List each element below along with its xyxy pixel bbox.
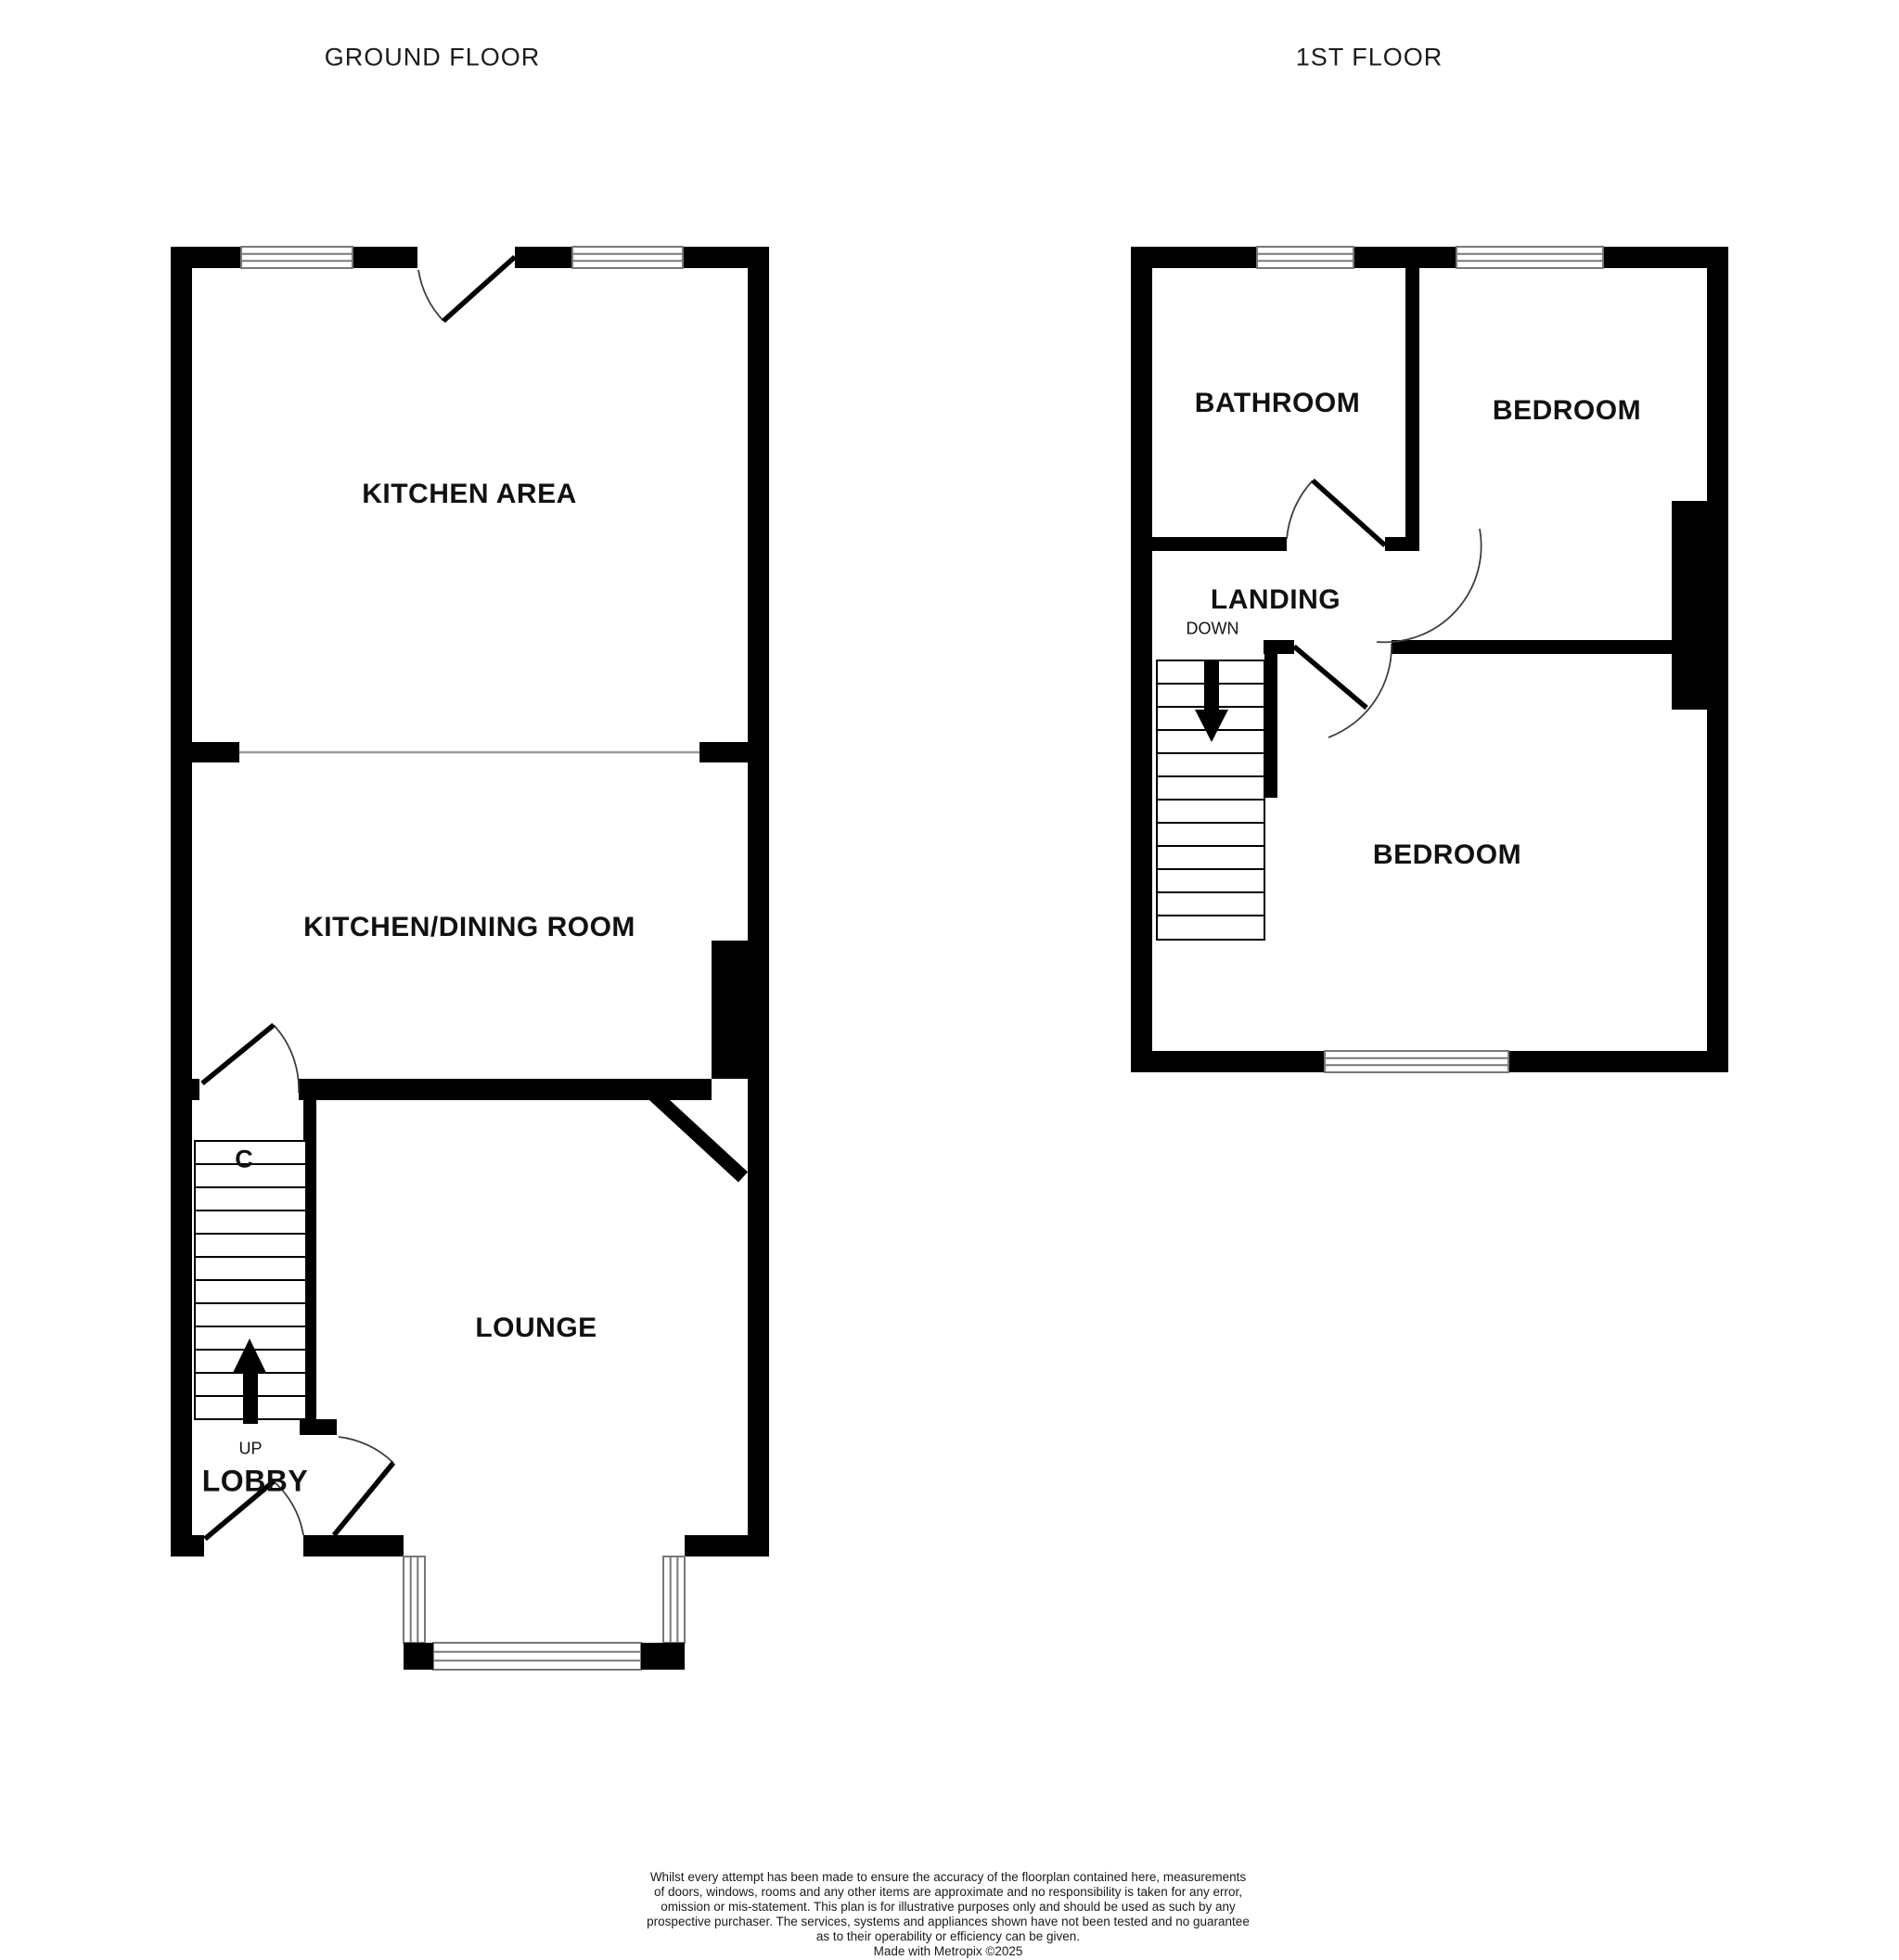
door: [1287, 480, 1482, 642]
wall: [1707, 247, 1728, 1072]
wall-stub: [1264, 640, 1294, 654]
wall: [1131, 1051, 1325, 1072]
window: [1456, 247, 1603, 268]
fireplace-diagonal: [648, 1089, 743, 1177]
room-label-lounge: LOUNGE: [475, 1313, 597, 1343]
wall: [1354, 247, 1456, 268]
disclaimer-line: omission or mis-statement. This plan is for illustrative purposes only and should be used as such by any: [661, 1900, 1236, 1914]
window: [241, 247, 353, 268]
disclaimer-line: as to their operability or efficiency can be given.: [815, 1929, 1081, 1943]
door-leaf: [334, 1463, 393, 1535]
wall: [404, 1643, 433, 1670]
wall: [303, 1535, 404, 1556]
door-arc: [1287, 480, 1313, 539]
door: [418, 257, 515, 321]
bay-window: [404, 1556, 685, 1670]
wall: [171, 247, 192, 1556]
room-label-kitchen-area: KITCHEN AREA: [362, 479, 577, 509]
door-arc: [274, 1025, 299, 1093]
room-label-bedroom-front: BEDROOM: [1492, 395, 1642, 426]
wall: [515, 247, 572, 268]
first-floor-title: 1ST FLOOR: [1295, 43, 1443, 71]
door: [202, 1025, 299, 1093]
chimney-breast: [712, 941, 748, 1079]
up-label: UP: [238, 1439, 263, 1458]
wall: [1392, 640, 1672, 654]
ground-floor-title: GROUND FLOOR: [324, 43, 541, 71]
wall: [1264, 654, 1277, 798]
room-label-kitchen-dining: KITCHEN/DINING ROOM: [303, 912, 635, 942]
room-label-bedroom-back: BEDROOM: [1372, 839, 1522, 870]
wall: [748, 247, 769, 1556]
wall: [353, 247, 417, 268]
disclaimer-line: prospective purchaser. The services, systems and appliances shown have not been tested and no guarantee: [647, 1915, 1250, 1928]
wall: [171, 1535, 204, 1556]
wall: [1405, 268, 1419, 537]
wall-stub: [1385, 537, 1419, 551]
wall: [1152, 537, 1287, 551]
door-leaf: [202, 1025, 274, 1083]
door-arc: [418, 270, 443, 321]
wall: [641, 1643, 685, 1670]
door-leaf: [1313, 480, 1385, 545]
window: [572, 247, 683, 268]
door: [334, 1437, 393, 1535]
first-floor-plan: [1131, 247, 1728, 1072]
room-label-bathroom: BATHROOM: [1194, 388, 1361, 418]
window: [1257, 247, 1354, 268]
wall: [192, 1079, 199, 1100]
cupboard-label: C: [235, 1145, 253, 1173]
wall-stub: [300, 1419, 337, 1435]
disclaimer-line: Whilst every attempt has been made to ensure the accuracy of the floorplan contained here, measurements: [649, 1870, 1247, 1884]
metropix-credit: Made with Metropix ©2025: [873, 1944, 1023, 1958]
down-label: DOWN: [1186, 619, 1239, 638]
wall: [1131, 247, 1152, 1072]
room-label-lobby: LOBBY: [201, 1464, 309, 1498]
disclaimer: [494, 1870, 1403, 1959]
door-arc: [339, 1437, 393, 1463]
door-leaf: [1294, 647, 1367, 708]
wall-stub: [192, 742, 239, 762]
wall: [685, 1535, 769, 1556]
chimney-breast: [1672, 501, 1707, 710]
door-arc: [1328, 644, 1392, 737]
door-leaf: [443, 257, 515, 321]
wall: [1508, 1051, 1728, 1072]
disclaimer-line: of doors, windows, rooms and any other items are approximate and no responsibility is taken for any error,: [653, 1885, 1243, 1899]
wall-stub: [699, 742, 748, 762]
window: [1325, 1051, 1508, 1072]
door: [1294, 644, 1392, 737]
room-label-landing: LANDING: [1210, 584, 1341, 615]
